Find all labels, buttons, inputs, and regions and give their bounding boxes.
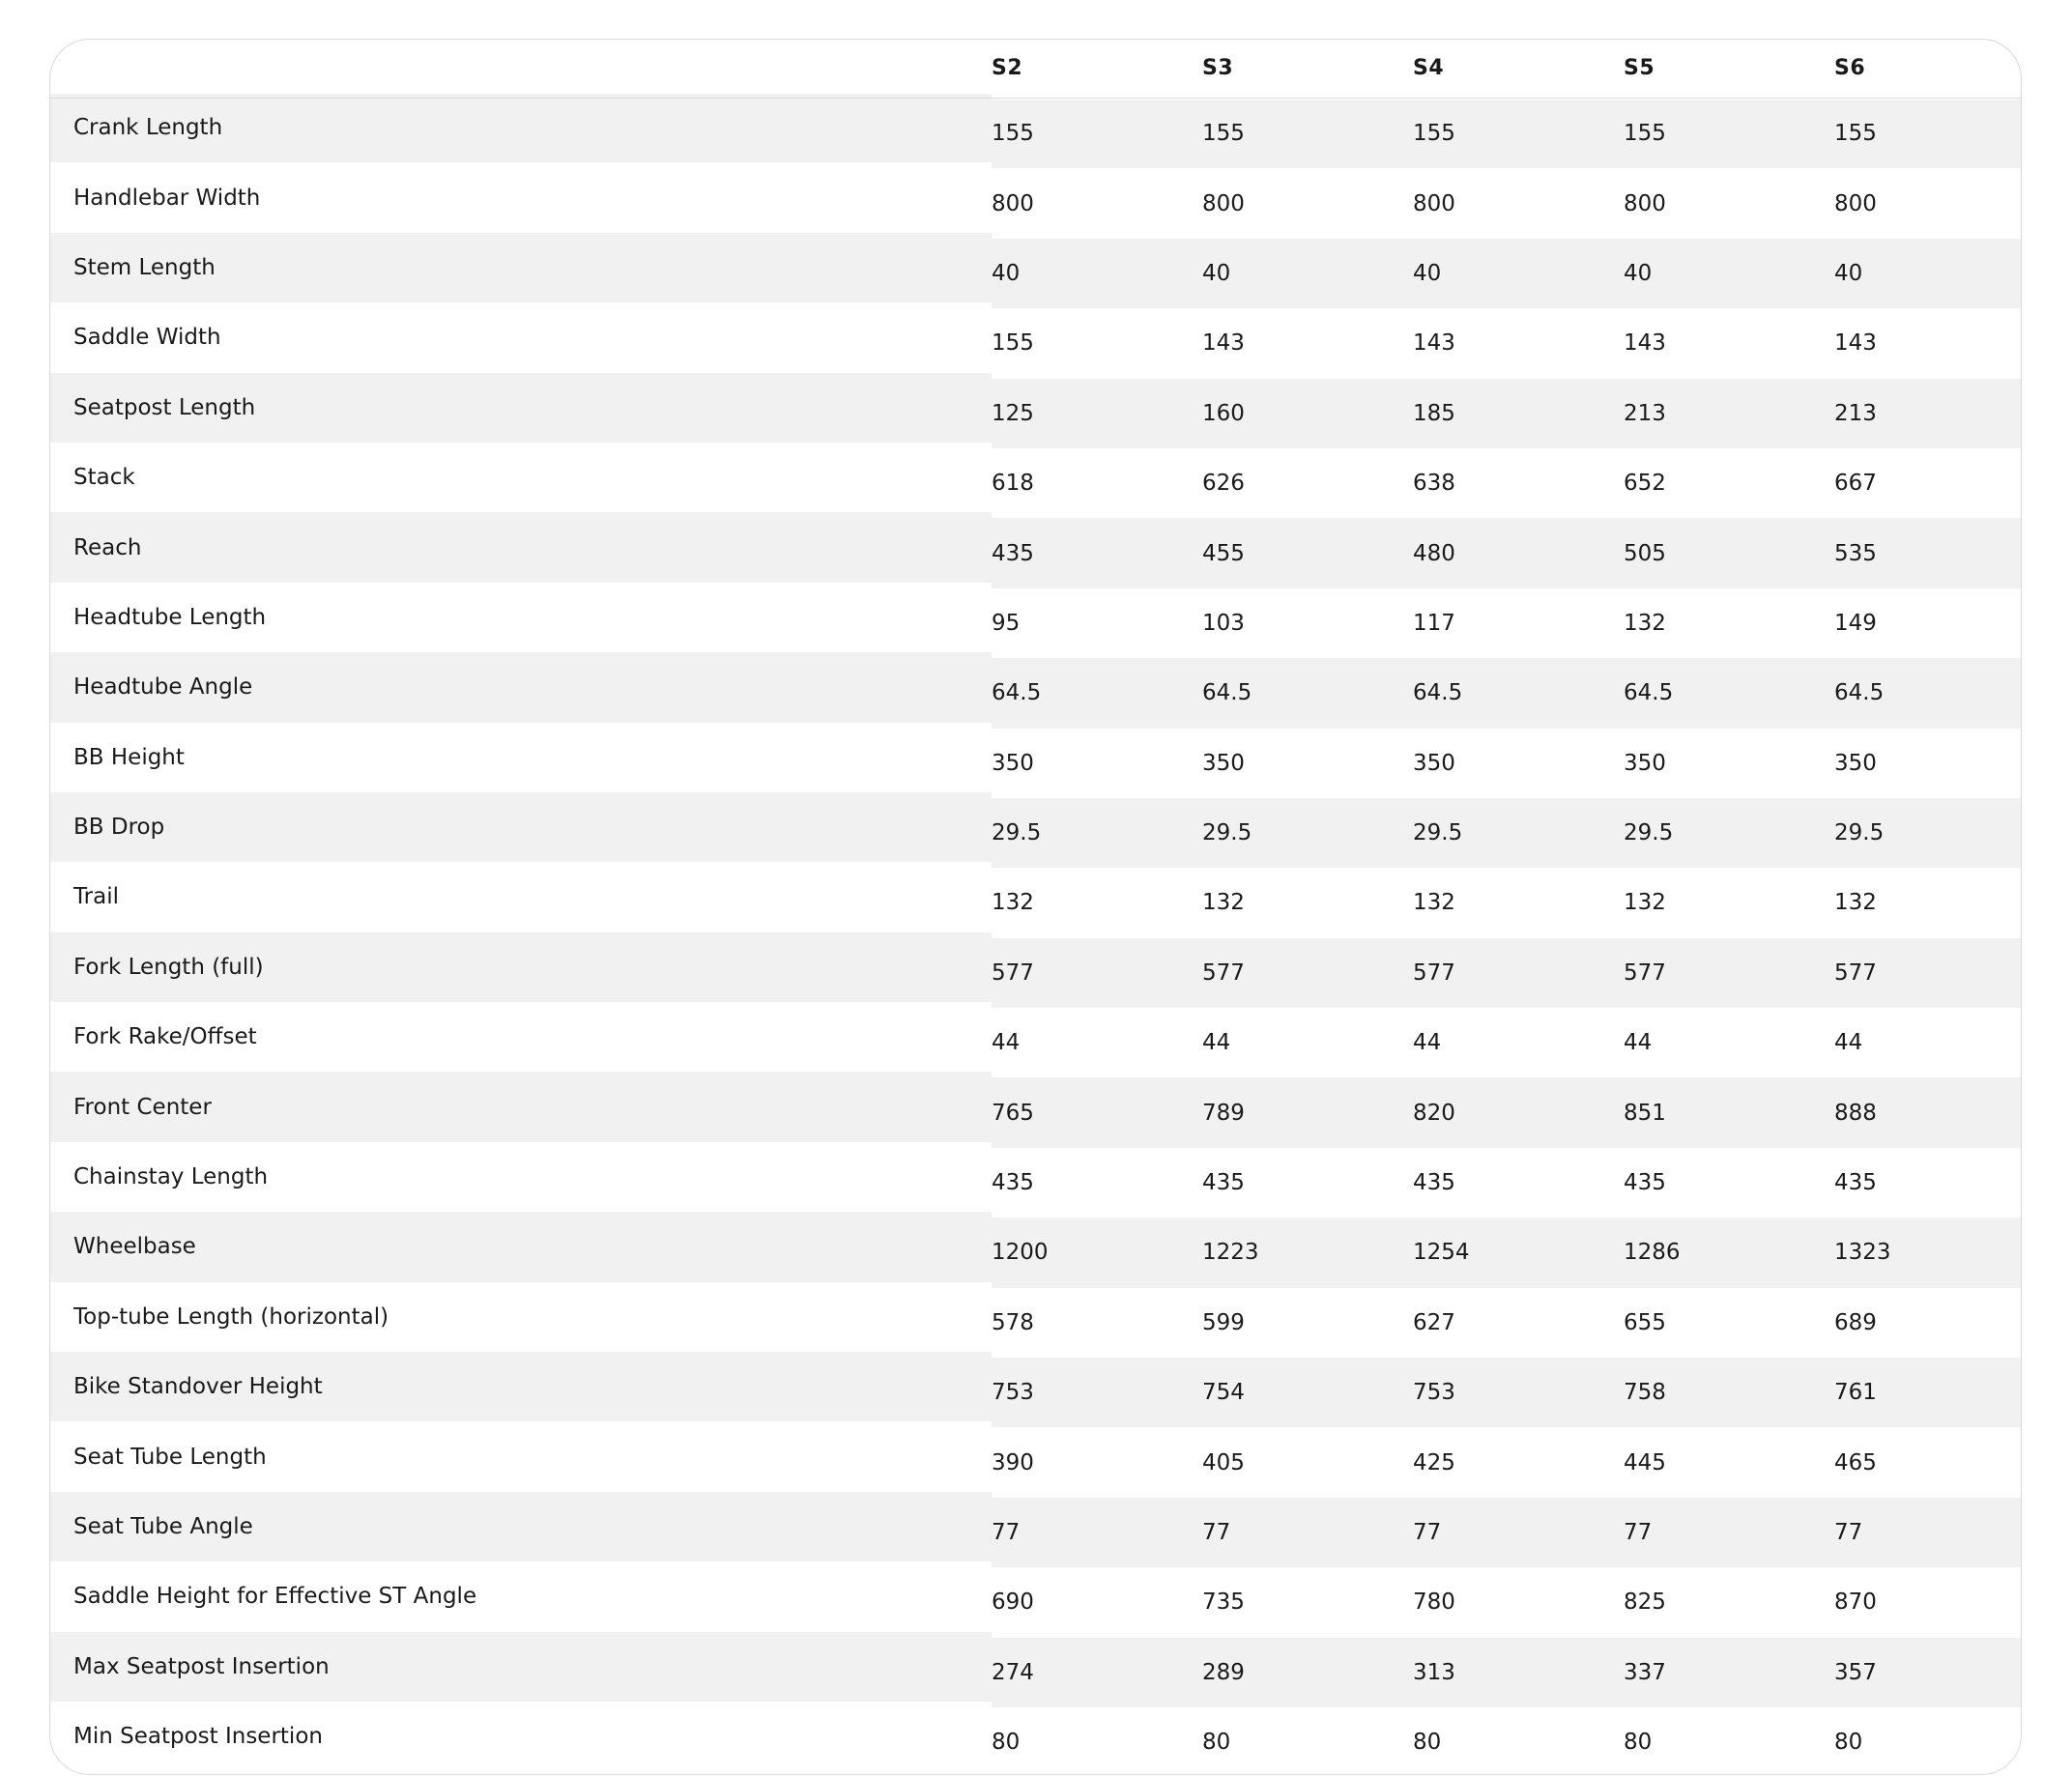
value-cell: 29.5 <box>1624 820 1674 846</box>
value-cell: 155 <box>1202 121 1245 147</box>
value-cell: 77 <box>1413 1520 1442 1545</box>
row-label: Seatpost Length <box>73 394 256 420</box>
row-label: Seat Tube Angle <box>73 1514 253 1539</box>
value-cell: 80 <box>992 1730 1021 1756</box>
value-cell: 689 <box>1834 1309 1877 1335</box>
value-cell: 753 <box>1413 1380 1455 1406</box>
header-row <box>50 40 2022 98</box>
value-cell: 505 <box>1624 540 1666 566</box>
value-cell: 132 <box>1624 890 1666 916</box>
value-cell: 690 <box>992 1590 1034 1616</box>
value-cell: 132 <box>992 890 1034 916</box>
value-cell: 754 <box>1202 1380 1245 1406</box>
row-label: Front Center <box>73 1094 212 1120</box>
value-cell: 143 <box>1413 330 1455 357</box>
value-cell: 80 <box>1202 1730 1231 1756</box>
value-cell: 155 <box>992 121 1034 147</box>
value-cell: 155 <box>1834 121 1877 147</box>
size-header-s2: S2 <box>992 56 1023 81</box>
value-cell: 480 <box>1413 540 1455 566</box>
value-cell: 44 <box>1202 1030 1231 1056</box>
value-cell: 44 <box>1413 1030 1442 1056</box>
table-row <box>50 1566 2022 1636</box>
value-cell: 618 <box>992 471 1034 497</box>
size-header-s4: S4 <box>1413 56 1445 81</box>
value-cell: 29.5 <box>992 820 1042 846</box>
value-cell: 40 <box>1834 260 1863 286</box>
value-cell: 80 <box>1413 1730 1442 1756</box>
table-row <box>50 937 2022 1007</box>
value-cell: 29.5 <box>1834 820 1885 846</box>
value-cell: 435 <box>1202 1170 1245 1196</box>
value-cell: 132 <box>1624 610 1666 636</box>
value-cell: 765 <box>992 1100 1034 1126</box>
table-row <box>50 728 2022 797</box>
value-cell: 143 <box>1624 330 1666 357</box>
value-cell: 638 <box>1413 471 1455 497</box>
value-cell: 435 <box>992 540 1034 566</box>
table-row <box>50 797 2022 867</box>
value-cell: 455 <box>1202 540 1245 566</box>
value-cell: 578 <box>992 1309 1034 1335</box>
row-label: Seat Tube Length <box>73 1444 267 1470</box>
row-label: BB Height <box>73 744 185 770</box>
table-row <box>50 1497 2022 1566</box>
value-cell: 143 <box>1834 330 1877 357</box>
value-cell: 825 <box>1624 1590 1666 1616</box>
value-cell: 800 <box>992 190 1034 216</box>
value-cell: 155 <box>1624 121 1666 147</box>
value-cell: 64.5 <box>1413 680 1463 706</box>
table-row <box>50 307 2022 377</box>
row-label: Saddle Width <box>73 325 221 351</box>
value-cell: 1200 <box>992 1240 1049 1266</box>
value-cell: 1223 <box>1202 1240 1259 1266</box>
geometry-table-card <box>49 39 2022 1775</box>
table-row <box>50 238 2022 307</box>
value-cell: 117 <box>1413 610 1455 636</box>
table-row <box>50 1076 2022 1146</box>
value-cell: 800 <box>1413 190 1455 216</box>
value-cell: 888 <box>1834 1100 1877 1126</box>
value-cell: 789 <box>1202 1100 1245 1126</box>
value-cell: 465 <box>1834 1449 1877 1475</box>
row-label: Crank Length <box>73 115 223 141</box>
corner-cell <box>50 40 992 98</box>
table-row <box>50 1357 2022 1426</box>
row-label: Stem Length <box>73 254 216 280</box>
value-cell: 627 <box>1413 1309 1455 1335</box>
value-cell: 40 <box>1413 260 1442 286</box>
value-cell: 851 <box>1624 1100 1666 1126</box>
value-cell: 213 <box>1624 400 1666 426</box>
value-cell: 95 <box>992 610 1021 636</box>
row-label: Max Seatpost Insertion <box>73 1653 330 1679</box>
size-header-s6: S6 <box>1834 56 1866 81</box>
value-cell: 155 <box>992 330 1034 357</box>
table-row <box>50 447 2022 517</box>
value-cell: 780 <box>1413 1590 1455 1616</box>
value-cell: 350 <box>1834 750 1877 776</box>
table-row <box>50 167 2022 237</box>
value-cell: 577 <box>1202 960 1245 986</box>
value-cell: 577 <box>1413 960 1455 986</box>
table-row <box>50 1426 2022 1496</box>
table-row <box>50 1217 2022 1286</box>
value-cell: 29.5 <box>1413 820 1463 846</box>
value-cell: 64.5 <box>1202 680 1252 706</box>
row-label: Fork Rake/Offset <box>73 1024 257 1050</box>
value-cell: 435 <box>1624 1170 1666 1196</box>
value-cell: 44 <box>1624 1030 1653 1056</box>
value-cell: 800 <box>1624 190 1666 216</box>
value-cell: 735 <box>1202 1590 1245 1616</box>
value-cell: 132 <box>1202 890 1245 916</box>
value-cell: 435 <box>1413 1170 1455 1196</box>
value-cell: 535 <box>1834 540 1877 566</box>
value-cell: 655 <box>1624 1309 1666 1335</box>
value-cell: 350 <box>1624 750 1666 776</box>
value-cell: 667 <box>1834 471 1877 497</box>
table-row <box>50 1706 2022 1775</box>
row-label: Trail <box>73 884 119 910</box>
value-cell: 289 <box>1202 1659 1245 1685</box>
value-cell: 29.5 <box>1202 820 1252 846</box>
value-cell: 77 <box>992 1520 1021 1545</box>
geometry-table <box>50 40 2022 1775</box>
value-cell: 820 <box>1413 1100 1455 1126</box>
value-cell: 77 <box>1834 1520 1863 1545</box>
table-row <box>50 1147 2022 1217</box>
table-row <box>50 1637 2022 1706</box>
value-cell: 1286 <box>1624 1240 1681 1266</box>
table-row <box>50 98 2022 167</box>
value-cell: 626 <box>1202 471 1245 497</box>
value-cell: 870 <box>1834 1590 1877 1616</box>
value-cell: 80 <box>1834 1730 1863 1756</box>
row-label: Reach <box>73 534 142 560</box>
value-cell: 435 <box>1834 1170 1877 1196</box>
value-cell: 390 <box>992 1449 1034 1475</box>
row-label: BB Drop <box>73 815 165 841</box>
row-label: Bike Standover Height <box>73 1374 323 1400</box>
value-cell: 577 <box>1834 960 1877 986</box>
value-cell: 599 <box>1202 1309 1245 1335</box>
row-label: Top-tube Length (horizontal) <box>73 1303 389 1330</box>
value-cell: 77 <box>1624 1520 1653 1545</box>
table-row <box>50 587 2022 657</box>
table-row <box>50 378 2022 447</box>
value-cell: 77 <box>1202 1520 1231 1545</box>
table-row <box>50 867 2022 936</box>
row-label: Chainstay Length <box>73 1164 269 1190</box>
value-cell: 1254 <box>1413 1240 1470 1266</box>
table-row <box>50 657 2022 727</box>
value-cell: 40 <box>1202 260 1231 286</box>
value-cell: 103 <box>1202 610 1245 636</box>
value-cell: 80 <box>1624 1730 1653 1756</box>
value-cell: 445 <box>1624 1449 1666 1475</box>
row-label: Saddle Height for Effective ST Angle <box>73 1584 477 1610</box>
value-cell: 800 <box>1202 190 1245 216</box>
value-cell: 64.5 <box>1624 680 1674 706</box>
row-label: Fork Length (full) <box>73 954 264 980</box>
value-cell: 435 <box>992 1170 1034 1196</box>
value-cell: 40 <box>1624 260 1653 286</box>
value-cell: 155 <box>1413 121 1455 147</box>
value-cell: 753 <box>992 1380 1034 1406</box>
value-cell: 800 <box>1834 190 1877 216</box>
value-cell: 274 <box>992 1659 1034 1685</box>
value-cell: 758 <box>1624 1380 1666 1406</box>
value-cell: 350 <box>1413 750 1455 776</box>
table-header <box>50 40 2022 98</box>
value-cell: 64.5 <box>1834 680 1885 706</box>
value-cell: 40 <box>992 260 1021 286</box>
value-cell: 337 <box>1624 1659 1666 1685</box>
value-cell: 577 <box>1624 960 1666 986</box>
value-cell: 213 <box>1834 400 1877 426</box>
value-cell: 425 <box>1413 1449 1455 1475</box>
value-cell: 149 <box>1834 610 1877 636</box>
size-header-s3: S3 <box>1202 56 1234 81</box>
value-cell: 125 <box>992 400 1034 426</box>
value-cell: 64.5 <box>992 680 1042 706</box>
value-cell: 357 <box>1834 1659 1877 1685</box>
value-cell: 143 <box>1202 330 1245 357</box>
value-cell: 185 <box>1413 400 1455 426</box>
value-cell: 44 <box>992 1030 1021 1056</box>
value-cell: 313 <box>1413 1659 1455 1685</box>
value-cell: 350 <box>992 750 1034 776</box>
value-cell: 652 <box>1624 471 1666 497</box>
value-cell: 761 <box>1834 1380 1877 1406</box>
value-cell: 577 <box>992 960 1034 986</box>
row-label: Wheelbase <box>73 1234 196 1260</box>
row-label: Handlebar Width <box>73 185 261 211</box>
row-label: Headtube Length <box>73 604 267 630</box>
value-cell: 132 <box>1834 890 1877 916</box>
value-cell: 44 <box>1834 1030 1863 1056</box>
value-cell: 405 <box>1202 1449 1245 1475</box>
table-row <box>50 1287 2022 1357</box>
value-cell: 160 <box>1202 400 1245 426</box>
row-label: Stack <box>73 465 135 491</box>
value-cell: 132 <box>1413 890 1455 916</box>
table-row <box>50 517 2022 587</box>
size-header-s5: S5 <box>1624 56 1655 81</box>
value-cell: 350 <box>1202 750 1245 776</box>
value-cell: 1323 <box>1834 1240 1891 1266</box>
row-label: Headtube Angle <box>73 674 253 701</box>
row-label: Min Seatpost Insertion <box>73 1724 323 1750</box>
table-body <box>50 98 2022 1775</box>
table-row <box>50 1007 2022 1076</box>
